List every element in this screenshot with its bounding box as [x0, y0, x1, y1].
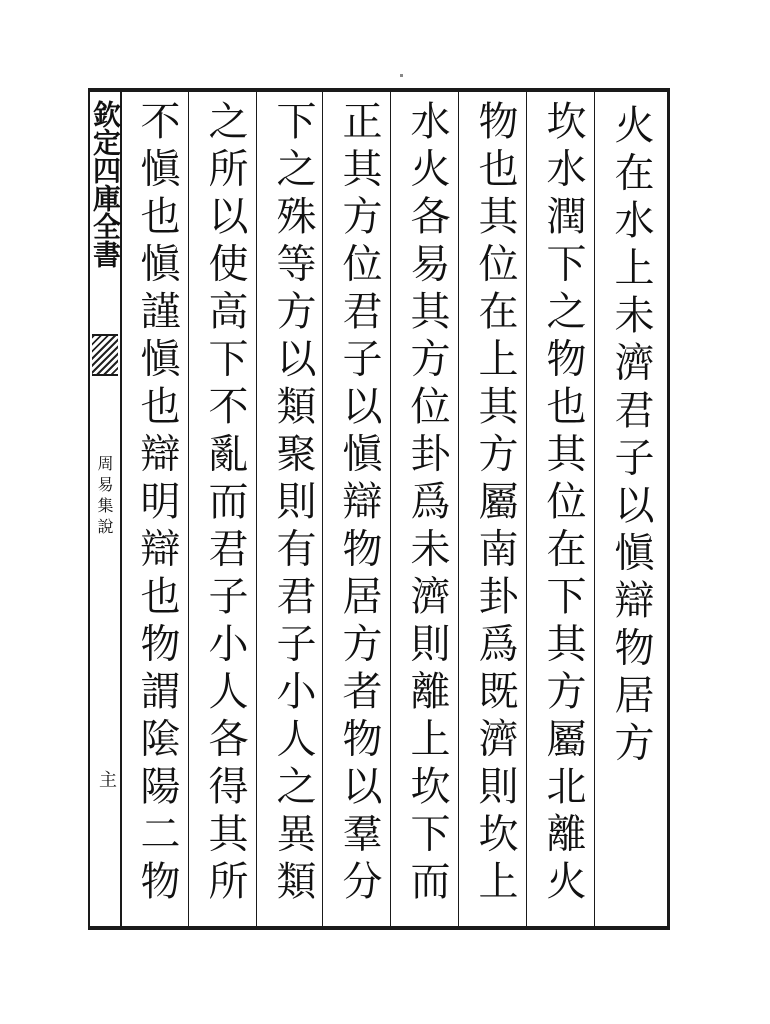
page-number: 主 [96, 770, 117, 788]
text-column: 下之殊等方以類聚則有君子小人之異類 [270, 100, 316, 908]
text-column: 之所以使高下不亂而君子小人各得其所 [202, 100, 248, 908]
collection-title: 欽定四庫全書 [89, 100, 122, 268]
text-column: 不愼也愼謹愼也辯明辯也物謂隂陽二物 [134, 100, 180, 908]
text-column: 正其方位君子以愼辯物居方者物以羣分 [336, 100, 382, 908]
book-title: 周易集說 [95, 455, 114, 539]
ink-speck [400, 74, 403, 77]
text-column: 水火各易其方位卦爲未濟則離上坎下而 [404, 100, 450, 908]
text-column: 坎水潤下之物也其位在下其方屬北離火 [540, 100, 586, 908]
fish-tail-mark [92, 334, 118, 376]
text-column-heading: 火在水上未濟君子以愼辯物居方 [608, 104, 654, 769]
text-column: 物也其位在上其方屬南卦爲既濟則坎上 [472, 100, 518, 908]
